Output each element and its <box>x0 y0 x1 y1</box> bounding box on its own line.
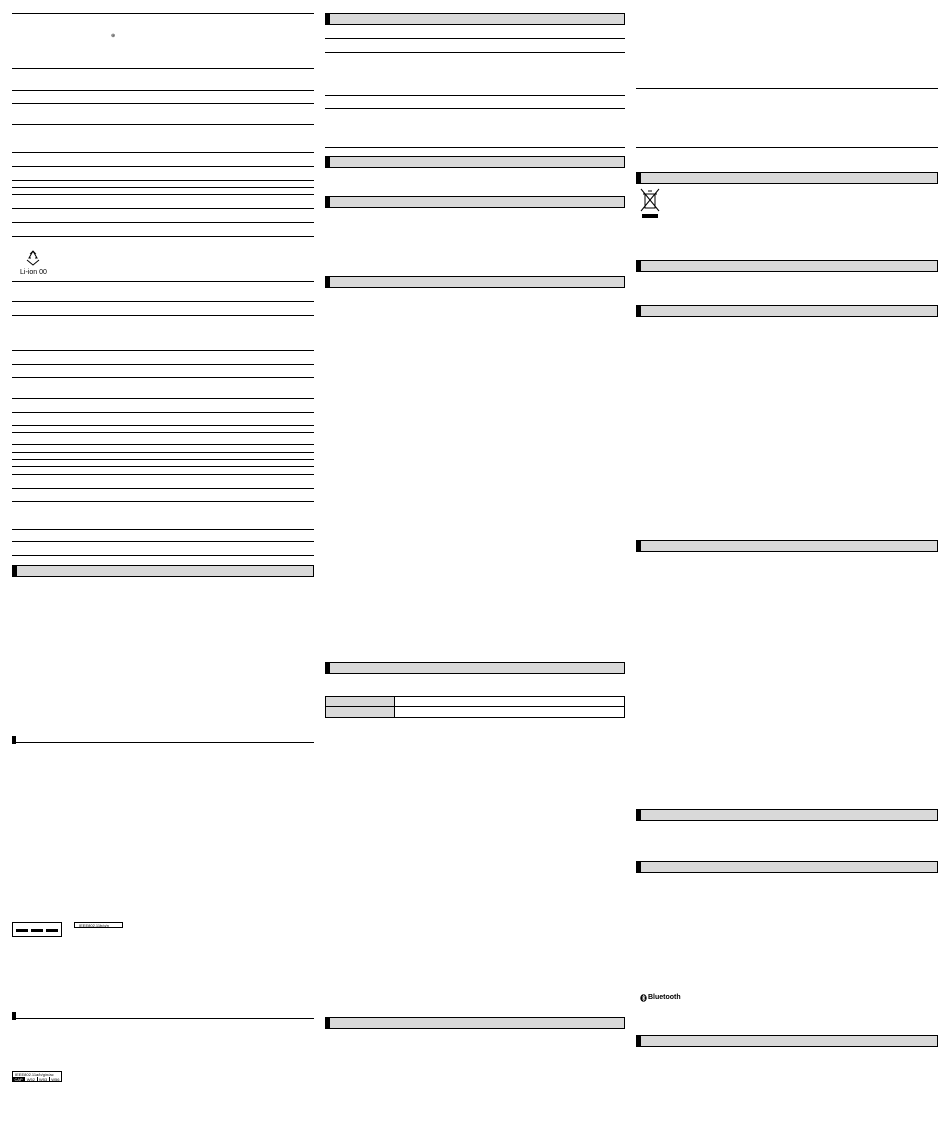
section-header <box>636 172 938 184</box>
rule <box>12 459 314 460</box>
rule <box>12 208 314 209</box>
section-header <box>325 662 625 674</box>
rule <box>12 412 314 413</box>
spec-table <box>325 696 625 718</box>
rule <box>12 187 314 188</box>
wifi-5ghz-logo <box>12 1071 62 1082</box>
rule <box>12 222 314 223</box>
rule <box>636 147 938 148</box>
wifi-logo <box>12 922 62 937</box>
section-header <box>636 1035 938 1047</box>
wifi-standard-logo <box>74 922 123 928</box>
rule <box>12 194 314 195</box>
rule <box>12 452 314 453</box>
bluetooth-wordmark: Bluetooth <box>648 994 681 1001</box>
rule <box>12 364 314 365</box>
section-header <box>325 196 625 208</box>
section-header <box>636 305 938 317</box>
wifi-standard2-text: IEEE802.11a/b/g/n/ac <box>15 1072 54 1077</box>
rule <box>325 52 625 53</box>
rule <box>12 350 314 351</box>
rule <box>12 281 314 282</box>
rule <box>12 301 314 302</box>
rule <box>12 488 314 489</box>
section-header <box>636 861 938 873</box>
section-header <box>325 156 625 168</box>
rule <box>12 529 314 530</box>
rule <box>12 180 314 181</box>
wifi-standard-text: IEEE802.11b/g/n <box>79 923 109 928</box>
rule <box>12 474 314 475</box>
rule <box>12 124 314 125</box>
battery-label: Li-ion 00 <box>20 269 47 276</box>
rule <box>12 166 314 167</box>
rule <box>12 444 314 445</box>
section-header <box>12 565 314 577</box>
section-header <box>636 260 938 272</box>
bluetooth-logo <box>640 994 681 1002</box>
table-row <box>326 707 624 717</box>
rule <box>12 103 314 104</box>
rule <box>12 236 314 237</box>
rule <box>325 38 625 39</box>
section-header <box>636 540 938 552</box>
wifi-tag: W52 <box>24 1077 36 1082</box>
section-header <box>325 13 625 25</box>
table-row <box>326 697 624 707</box>
rule <box>12 425 314 426</box>
rule <box>12 501 314 502</box>
section-header-plain <box>12 1013 314 1019</box>
rule <box>12 315 314 316</box>
rule <box>636 88 938 89</box>
section-header <box>325 1017 625 1029</box>
section-header <box>325 276 625 288</box>
rule <box>12 555 314 556</box>
rule <box>12 377 314 378</box>
wifi-tag: W53 <box>37 1077 49 1082</box>
section-header-plain <box>12 737 314 743</box>
rule <box>325 108 625 109</box>
rule <box>12 398 314 399</box>
wee-mark-icon: ⊕ <box>111 33 116 39</box>
rule <box>12 466 314 467</box>
rule <box>325 95 625 96</box>
weee-bin-icon <box>640 188 660 220</box>
bluetooth-icon <box>640 994 647 1002</box>
rule <box>12 541 314 542</box>
recycle-icon <box>24 250 42 266</box>
wifi-tag: CAP <box>14 1077 23 1082</box>
wifi-tag: W56 <box>49 1077 61 1082</box>
rule <box>12 13 314 14</box>
rule <box>12 432 314 433</box>
section-header <box>636 809 938 821</box>
rule <box>12 152 314 153</box>
rule <box>325 147 625 148</box>
rule <box>12 68 314 69</box>
rule <box>12 90 314 91</box>
